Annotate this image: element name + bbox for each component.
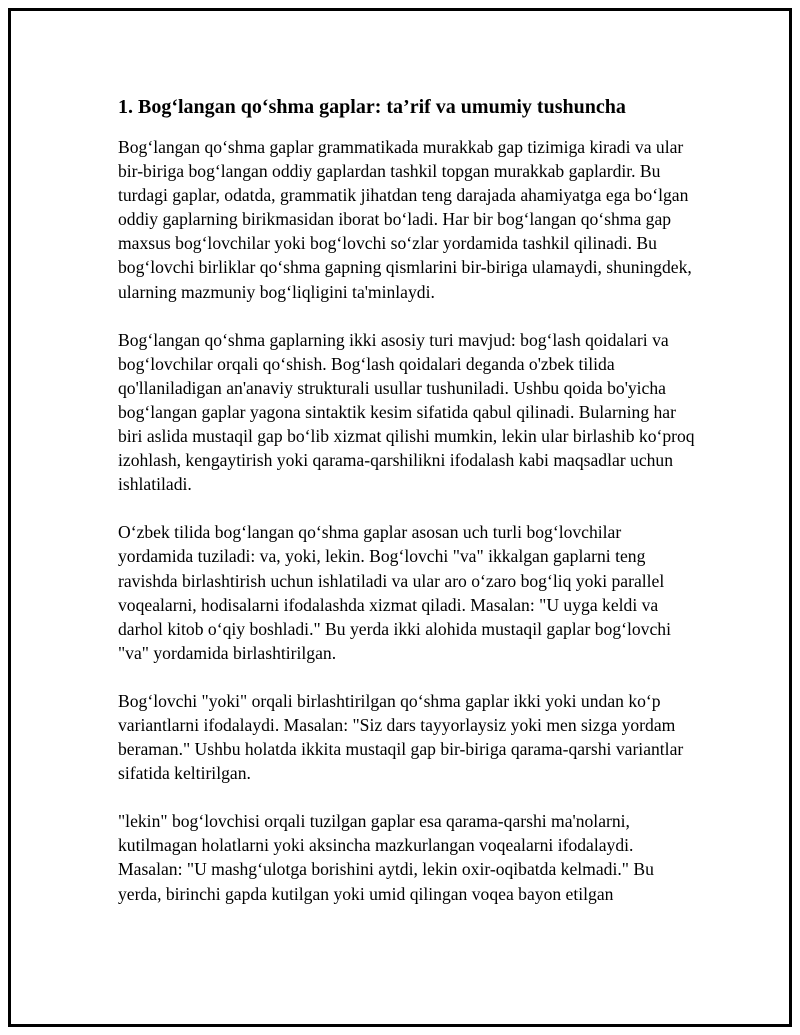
paragraph-definition: Bog‘langan qo‘shma gaplar grammatikada murakkab gap tizimiga kiradi va ular bir-biriga bog‘langan oddiy gaplardan tashkil topgan murakkab gaplardir. Bu turdagi gaplar, odatda, grammatik jihatdan teng darajada ahamiyatga ega bo‘lgan oddiy gaplarning birikmasidan iborat bo‘ladi. Har bir bog‘langan qo‘shma gap maxsus bog‘lovchilar yoki bog‘lovchi so‘zlar yordamida tashkil qilinadi. Bu bog‘lovchi birliklar qo‘shma gapning qismlarini bir-biriga ulamaydi, shuningdek, ularning mazmuniy bog‘liqligini ta'minlaydi. <box>118 137 692 302</box>
paragraph-conjunction-lekin: "lekin" bog‘lovchisi orqali tuzilgan gaplar esa qarama-qarshi ma'nolarni, kutilmagan holatlarni yoki aksincha mazkurlangan voqealarni ifodalaydi. Masalan: "U mashg‘ulotga borishini aytdi, lekin oxir-oqibatda kelmadi." Bu yerda, birinchi gapda kutilgan yoki umid qilingan voqea bayon etilgan <box>118 811 654 904</box>
page-frame <box>8 8 792 1027</box>
paragraph-conjunction-va: O‘zbek tilida bog‘langan qo‘shma gaplar asosan uch turli bog‘lovchilar yordamida tuziladi: va, yoki, lekin. Bog‘lovchi "va" ikkalgan gaplarni teng ravishda birlashtirish uchun ishlatiladi va ular aro o‘zaro bog‘liq yoki parallel voqealarni, hodisalarni ifodalashda xizmat qiladi. Masalan: "U uyga keldi va darhol kitob o‘qiy boshladi." Bu yerda ikki alohida mustaqil gaplar bog‘lovchi "va" yordamida birlashtirilgan. <box>118 522 671 663</box>
paragraph-conjunction-yoki: Bog‘lovchi "yoki" orqali birlashtirilgan qo‘shma gaplar ikki yoki undan ko‘p variantlarni ifodalaydi. Masalan: "Siz dars tayyorlaysiz yoki men sizga yordam beraman." Ushbu holatda ikkita mustaqil gap bir-biriga qarama-qarshi variantlar sifatida keltirilgan. <box>118 690 684 784</box>
paragraph-types: Bog‘langan qo‘shma gaplarning ikki asosiy turi mavjud: bog‘lash qoidalari va bog‘lovchilar orqali qo‘shish. Bog‘lash qoidalari deganda o'zbek tilida qo'llaniladigan an'anaviy strukturali usullar tushuniladi. Ushbu qoida bo'yicha bog‘langan gaplar yagona sintaktik kesim sifatida qabul qilinadi. Bularning har biri aslida mustaqil gap bo‘lib xizmat qilishi mumkin, lekin ular birlashib ko‘proq izohlash, kengaytirish yoki qarama-qarshilikni ifodalash kabi maqsadlar uchun ishlatiladi. <box>118 329 695 495</box>
document-body <box>118 95 698 930</box>
section-heading: 1. Bog‘langan qo‘shma gaplar: ta’rif va umumiy tushuncha <box>118 96 626 118</box>
